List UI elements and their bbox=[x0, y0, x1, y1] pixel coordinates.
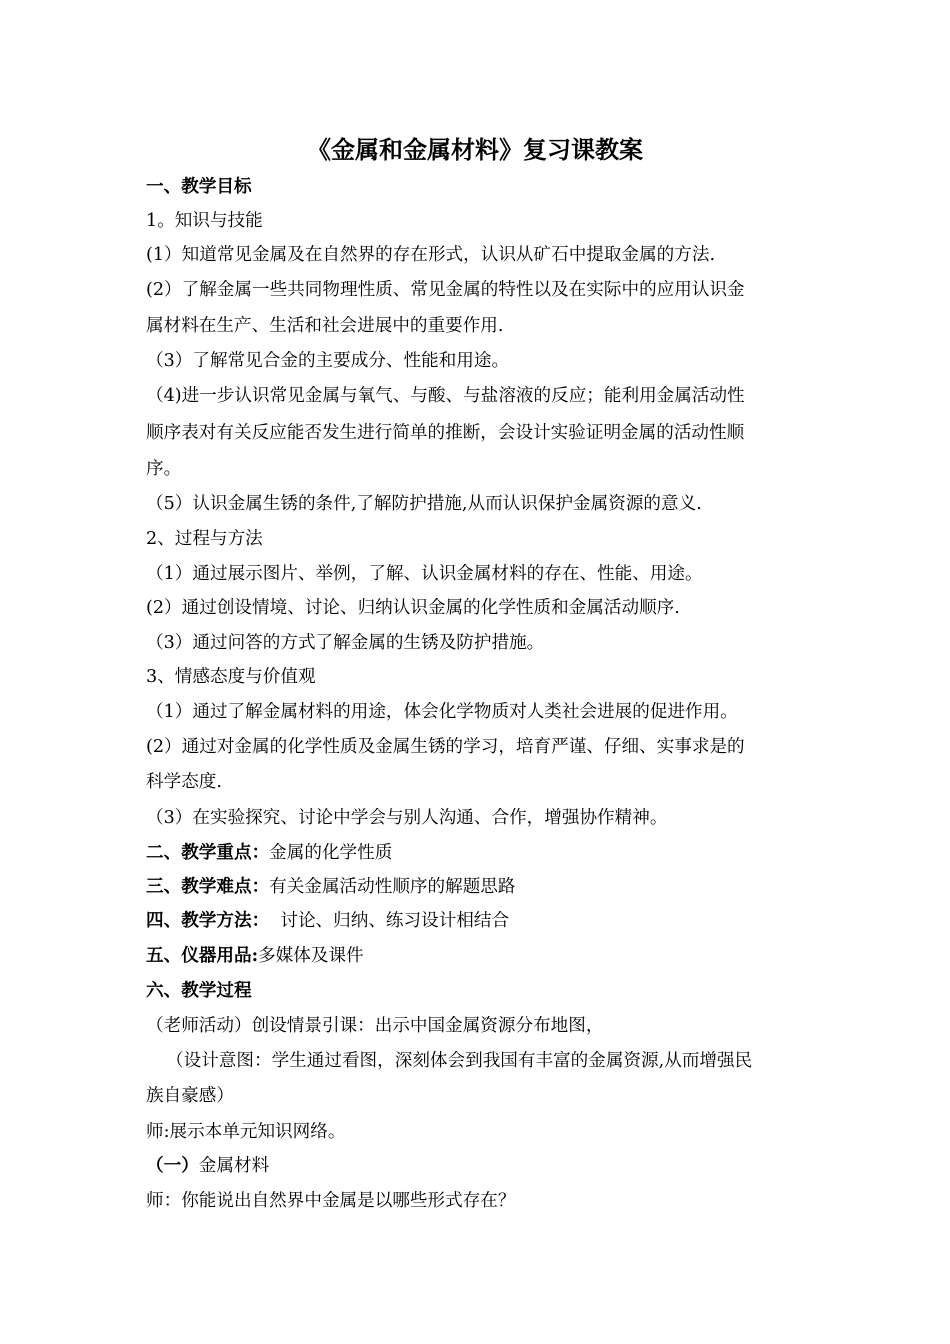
section-equipment bbox=[146, 944, 364, 968]
section-key-points bbox=[146, 841, 392, 865]
document-title: 《金属和金属材料》复习课教案 bbox=[307, 135, 643, 164]
paragraph-line: （1）通过了解金属材料的用途，体会化学物质对人类社会进展的促进作用。 bbox=[146, 702, 738, 722]
subsection-title: 金属材料 bbox=[198, 1156, 270, 1176]
subsection-attitude: 3、情感态度与价值观 bbox=[146, 667, 316, 687]
section-text: 金属的化学性质 bbox=[269, 843, 393, 863]
section-label: 五、仪器用品: bbox=[146, 945, 259, 966]
paragraph-line: 属材料在生产、生活和社会进展中的重要作用. bbox=[146, 316, 504, 336]
paragraph-line: 科学态度. bbox=[146, 772, 222, 792]
paragraph-line: 族自豪感） bbox=[146, 1086, 234, 1106]
subsection-number: （一） bbox=[146, 1155, 199, 1176]
paragraph-line: （3）了解常见合金的主要成分、性能和用途。 bbox=[146, 351, 510, 371]
subsection-knowledge: 1。知识与技能 bbox=[146, 211, 263, 231]
paragraph-line: （3）通过问答的方式了解金属的生锈及防护措施。 bbox=[146, 633, 545, 653]
paragraph-line: (2）通过对金属的化学性质及金属生锈的学习，培育严谨、仔细、实事求是的 bbox=[146, 737, 745, 757]
section-label: 三、教学难点： bbox=[146, 876, 270, 897]
paragraph-line: (1）知道常见金属及在自然界的存在形式，认识从矿石中提取金属的方法. bbox=[146, 245, 716, 265]
section-heading-process: 六、教学过程 bbox=[146, 980, 252, 1001]
subsection-metal-materials bbox=[146, 1154, 269, 1178]
paragraph-line: 序。 bbox=[146, 459, 182, 479]
paragraph-line: 师:展示本单元知识网络。 bbox=[146, 1122, 346, 1142]
paragraph-line: （1）通过展示图片、举例，了解、认识金属材料的存在、性能、用途。 bbox=[146, 564, 703, 584]
paragraph-line: （设计意图：学生通过看图，深刻体会到我国有丰富的金属资源,从而增强民 bbox=[166, 1051, 753, 1071]
section-text: 有关金属活动性顺序的解题思路 bbox=[269, 877, 516, 897]
paragraph-line: (2）了解金属一些共同物理性质、常见金属的特性以及在实际中的应用认识金 bbox=[146, 280, 745, 300]
paragraph-line: 师：你能说出自然界中金属是以哪些形式存在？ bbox=[146, 1191, 516, 1211]
paragraph-line: （4)进一步认识常见金属与氧气、与酸、与盐溶液的反应；能利用金属活动性 bbox=[146, 386, 745, 406]
section-difficulties bbox=[146, 875, 516, 899]
paragraph-line: (2）通过创设情境、讨论、归纳认识金属的化学性质和金属活动顺序. bbox=[146, 598, 680, 618]
section-heading-objectives: 一、教学目标 bbox=[146, 176, 252, 197]
paragraph-line: （5）认识金属生锈的条件,了解防护措施,从而认识保护金属资源的意义. bbox=[146, 494, 702, 514]
paragraph-line: （老师活动）创设情景引课：出示中国金属资源分布地图， bbox=[146, 1016, 604, 1036]
section-methods bbox=[146, 909, 509, 933]
paragraph-line: （3）在实验探究、讨论中学会与别人沟通、合作，增强协作精神。 bbox=[146, 808, 668, 828]
section-text: 多媒体及课件 bbox=[258, 946, 364, 966]
paragraph-line: 顺序表对有关反应能否发生进行简单的推断，会设计实验证明金属的活动性顺 bbox=[146, 423, 745, 443]
section-text: 讨论、归纳、练习设计相结合 bbox=[269, 911, 510, 931]
subsection-process-method: 2、过程与方法 bbox=[146, 529, 263, 549]
section-label: 四、教学方法： bbox=[146, 910, 270, 931]
section-label: 二、教学重点： bbox=[146, 842, 270, 863]
